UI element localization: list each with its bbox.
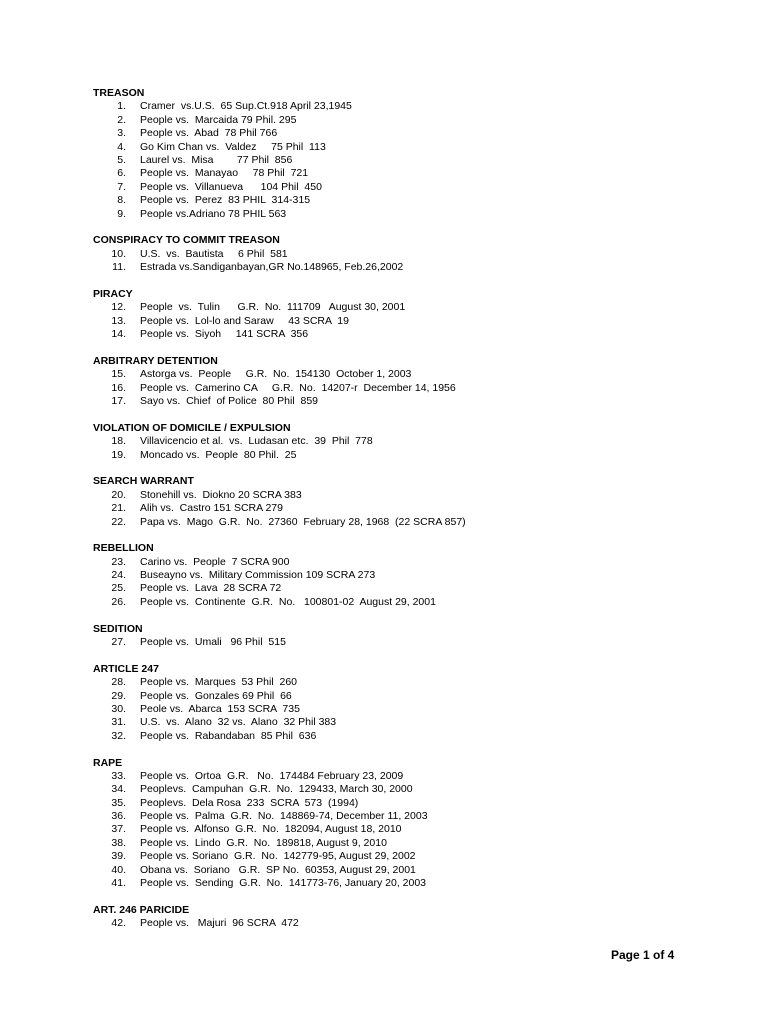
case-citation: People vs. Continente G.R. No. 100801-02 August 29, 2001 — [140, 595, 436, 608]
case-citation: Moncado vs. People 80 Phil. 25 — [140, 448, 297, 461]
case-item — [93, 127, 693, 140]
case-item — [93, 382, 693, 395]
case-number: 27. — [111, 636, 126, 649]
case-citation: Stonehill vs. Diokno 20 SCRA 383 — [140, 488, 302, 501]
case-item — [93, 114, 693, 127]
case-number: 33. — [111, 769, 126, 782]
case-item — [93, 208, 693, 221]
case-item — [93, 703, 693, 716]
case-citation: Sayo vs. Chief of Police 80 Phil 859 — [140, 394, 319, 407]
case-number: 5. — [117, 153, 126, 166]
case-citation: People vs. Manayao 78 Phil 721 — [140, 167, 309, 180]
case-citation: People vs. Siyoh 141 SCRA 356 — [140, 328, 309, 341]
case-item — [93, 489, 693, 502]
section-heading: RAPE — [93, 756, 123, 769]
page-number: Page 1 of 4 — [611, 948, 675, 962]
case-citation: People vs. Abad 78 Phil 766 — [140, 127, 278, 140]
section-heading: SEDITION — [93, 622, 143, 635]
case-citation: U.S. vs. Bautista 6 Phil 581 — [140, 247, 288, 260]
case-item — [93, 435, 693, 448]
case-citation: Astorga vs. People G.R. No. 154130 October 1, 2003 — [140, 368, 412, 381]
case-item — [93, 100, 693, 113]
case-item — [93, 850, 693, 863]
section — [93, 757, 693, 891]
case-item — [93, 636, 693, 649]
case-number: 4. — [117, 140, 126, 153]
case-item — [93, 301, 693, 314]
case-number: 23. — [111, 555, 126, 568]
case-citation: People vs. Umali 96 Phil 515 — [140, 636, 286, 649]
case-citation: Peole vs. Abarca 153 SCRA 735 — [140, 702, 300, 715]
case-number: 32. — [111, 729, 126, 742]
case-number: 22. — [111, 515, 126, 528]
case-number: 30. — [111, 702, 126, 715]
case-citation: Villavicencio et al. vs. Ludasan etc. 39 Phil 778 — [140, 435, 373, 448]
case-citation: Obana vs. Soriano G.R. SP No. 60353, August 29, 2001 — [140, 863, 416, 876]
case-item — [93, 877, 693, 890]
case-number: 11. — [112, 261, 126, 274]
section — [93, 475, 693, 529]
case-citation: People vs. Lindo G.R. No. 189818, August 9, 2010 — [140, 836, 387, 849]
case-citation: People vs. Marcaida 79 Phil. 295 — [140, 113, 297, 126]
section-heading: VIOLATION OF DOMICILE / EXPULSION — [93, 421, 291, 434]
case-number: 12. — [111, 301, 126, 314]
case-item — [93, 181, 693, 194]
case-item — [93, 141, 693, 154]
case-citation: People vs. Gonzales 69 Phil 66 — [140, 689, 292, 702]
case-number: 21. — [111, 502, 126, 515]
case-number: 18. — [111, 435, 126, 448]
case-item — [93, 770, 693, 783]
case-item — [93, 167, 693, 180]
case-number: 29. — [111, 689, 126, 702]
case-number: 15. — [111, 368, 126, 381]
case-item — [93, 690, 693, 703]
case-citation: People vs. Lol-lo and Saraw 43 SCRA 19 — [140, 314, 349, 327]
case-item — [93, 261, 693, 274]
case-item — [93, 194, 693, 207]
case-number: 19. — [111, 448, 126, 461]
section — [93, 234, 693, 274]
section — [93, 355, 693, 409]
case-number: 25. — [111, 582, 126, 595]
case-citation: People vs. Camerino CA G.R. No. 14207-r December 14, 1956 — [140, 381, 456, 394]
case-item — [93, 810, 693, 823]
case-number: 13. — [111, 314, 126, 327]
section-heading: CONSPIRACY TO COMMIT TREASON — [93, 234, 280, 247]
section — [93, 542, 693, 609]
case-citation: People vs. Tulin G.R. No. 111709 August 30, 2001 — [140, 301, 406, 314]
case-item — [93, 864, 693, 877]
case-number: 28. — [111, 676, 126, 689]
case-number: 2. — [117, 113, 126, 126]
case-item — [93, 730, 693, 743]
case-citation: Estrada vs.Sandiganbayan,GR No.148965, Feb.26,2002 — [140, 261, 404, 274]
case-number: 36. — [111, 810, 126, 823]
case-number: 1. — [117, 100, 126, 113]
case-number: 26. — [111, 595, 126, 608]
case-item — [93, 917, 693, 930]
case-number: 41. — [111, 877, 126, 890]
case-number: 34. — [111, 783, 126, 796]
case-citation: Buseayno vs. Military Commission 109 SCRA 273 — [140, 569, 376, 582]
section-heading: ARTICLE 247 — [93, 662, 159, 675]
case-citation: U.S. vs. Alano 32 vs. Alano 32 Phil 383 — [140, 716, 337, 729]
case-citation: People vs. Majuri 96 SCRA 472 — [140, 917, 299, 930]
case-item — [93, 315, 693, 328]
section — [93, 87, 693, 221]
case-item — [93, 797, 693, 810]
case-number: 16. — [111, 381, 126, 394]
case-number: 6. — [117, 167, 126, 180]
section-heading: PIRACY — [93, 287, 133, 300]
case-item — [93, 783, 693, 796]
case-item — [93, 328, 693, 341]
case-citation: People vs. Ortoa G.R. No. 174484 February 23, 2009 — [140, 769, 404, 782]
case-citation: People vs. Palma G.R. No. 148869-74, December 11, 2003 — [140, 810, 428, 823]
case-number: 37. — [111, 823, 126, 836]
case-item — [93, 248, 693, 261]
case-item — [93, 676, 693, 689]
case-number: 31. — [111, 716, 126, 729]
case-citation: Carino vs. People 7 SCRA 900 — [140, 555, 290, 568]
case-number: 24. — [111, 569, 126, 582]
section-heading: ARBITRARY DETENTION — [93, 354, 218, 367]
case-item — [93, 837, 693, 850]
case-number: 14. — [111, 328, 126, 341]
case-citation: Go Kim Chan vs. Valdez 75 Phil 113 — [140, 140, 326, 153]
case-number: 3. — [117, 127, 126, 140]
case-item — [93, 716, 693, 729]
case-item — [93, 154, 693, 167]
case-number: 38. — [111, 836, 126, 849]
case-item — [93, 368, 693, 381]
case-citation: Peoplevs. Dela Rosa 233 SCRA 573 (1994) — [140, 796, 359, 809]
case-citation: People vs. Rabandaban 85 Phil 636 — [140, 729, 317, 742]
case-item — [93, 449, 693, 462]
case-citation: People vs. Soriano G.R. No. 142779-95, August 29, 2002 — [140, 850, 416, 863]
case-item — [93, 516, 693, 529]
case-citation: People vs. Lava 28 SCRA 72 — [140, 582, 282, 595]
section-heading: SEARCH WARRANT — [93, 475, 194, 488]
case-citation: People vs. Perez 83 PHIL 314-315 — [140, 194, 311, 207]
case-citation: People vs.Adriano 78 PHIL 563 — [140, 207, 287, 220]
case-number: 7. — [117, 180, 126, 193]
case-citation: People vs. Villanueva 104 Phil 450 — [140, 180, 322, 193]
section-heading: TREASON — [93, 87, 145, 99]
case-citation: Cramer vs.U.S. 65 Sup.Ct.918 April 23,1945 — [140, 100, 352, 113]
case-number: 10. — [111, 247, 126, 260]
case-citation: Alih vs. Castro 151 SCRA 279 — [140, 502, 283, 515]
section-heading: ART. 246 PARICIDE — [93, 903, 190, 916]
section-heading: REBELLION — [93, 542, 154, 555]
case-item — [93, 502, 693, 515]
section — [93, 623, 693, 650]
case-number: 39. — [111, 850, 126, 863]
case-item — [93, 556, 693, 569]
case-number: 40. — [111, 863, 126, 876]
section — [93, 663, 693, 743]
case-citation: People vs. Sending G.R. No. 141773-76, January 20, 2003 — [140, 877, 427, 890]
case-item — [93, 596, 693, 609]
case-item — [93, 569, 693, 582]
case-citation: Laurel vs. Misa 77 Phil 856 — [140, 153, 293, 166]
section — [93, 904, 693, 931]
case-number: 42. — [111, 917, 126, 930]
case-number: 8. — [117, 194, 126, 207]
section — [93, 288, 693, 342]
case-item — [93, 582, 693, 595]
case-list — [93, 87, 693, 944]
case-number: 20. — [111, 488, 126, 501]
case-number: 35. — [111, 796, 126, 809]
case-citation: Peoplevs. Campuhan G.R. No. 129433, March 30, 2000 — [140, 783, 413, 796]
case-citation: People vs. Marques 53 Phil 260 — [140, 676, 298, 689]
case-number: 17. — [111, 394, 126, 407]
case-item — [93, 823, 693, 836]
case-citation: Papa vs. Mago G.R. No. 27360 February 28, 1968 (22 SCRA 857) — [140, 515, 466, 528]
case-item — [93, 395, 693, 408]
case-citation: People vs. Alfonso G.R. No. 182094, August 18, 2010 — [140, 823, 402, 836]
case-number: 9. — [117, 207, 126, 220]
section — [93, 422, 693, 462]
